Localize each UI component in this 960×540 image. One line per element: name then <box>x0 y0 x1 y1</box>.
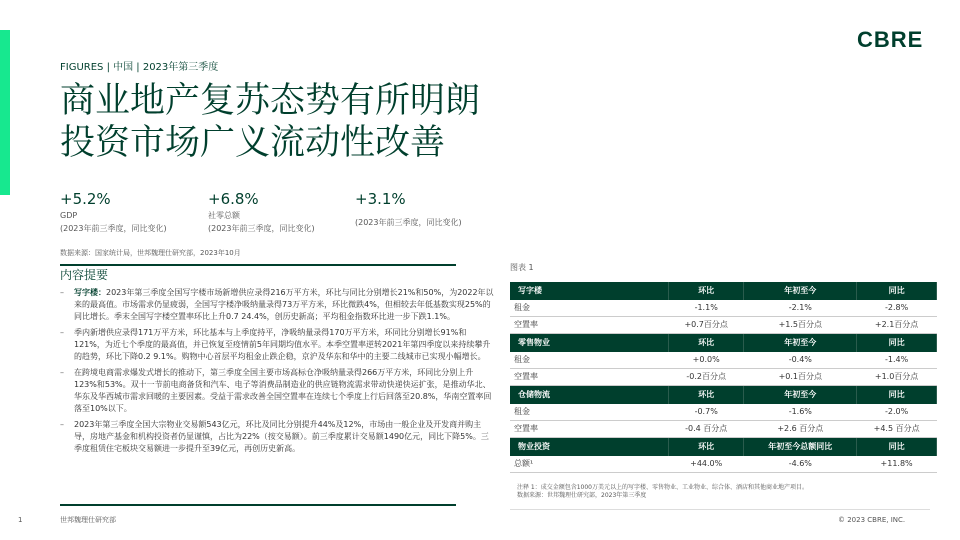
table-cell: -1.6% <box>744 404 857 421</box>
column-header: 环比 <box>669 282 744 300</box>
stat-label: 社零总额 <box>208 211 240 220</box>
column-header: 年初至今 <box>744 282 857 300</box>
note: 数据来源：世邦魏理仕研究部，2023年第三季度 <box>517 492 647 499</box>
footer-org: 世邦魏理仕研究部 <box>60 516 116 524</box>
divider <box>510 509 930 510</box>
table-cell: -2.0% <box>857 404 937 421</box>
column-header: 环比 <box>669 386 744 405</box>
column-header: 零售物业 <box>510 334 669 353</box>
column-header: 年初至今 <box>744 386 857 405</box>
summary-title: 内容提要 <box>60 268 109 282</box>
table-cell: -0.4% <box>744 352 857 369</box>
table-cell: -2.8% <box>857 300 937 317</box>
list-item: – 季内新增供应录得171万平方米，环比基本与上季度持平，净吸纳量录得170万平方米，环同比分别增长91%和121%，为近七个季度的最高值，并已恢复至疫情前5年同期均值水平。本季空置率逆转2021年第四季度以来持续攀升的趋势，环比下降0.2 9.1%。购物中心首层平均租金止跌企稳，京沪及华东和华中的主要二线城市已实现小幅增长。 <box>60 327 495 363</box>
table-row <box>510 352 937 369</box>
table-cell: +2.6 百分点 <box>744 421 857 438</box>
column-header: 年初至今 <box>744 334 857 353</box>
table-cell: -0.7% <box>669 404 744 421</box>
table-cell: +1.0百分点 <box>857 369 937 386</box>
column-header: 仓储物流 <box>510 386 669 405</box>
bullet-text: 2023年第三季度全国写字楼市场新增供应录得216万平方米，环比与同比分别增长21%和50%，为2022年以来的最高值。市场需求仍显疲弱，全国写字楼净吸纳量录得73万平方米，环比微跌4%，但相较去年低基数实现25%的同比增长。季末全国写字楼空置率环比上升0.7 24.4%，创历史新高；平均租金指数环比进一步下跌1.1%。 <box>74 288 494 321</box>
stat-value: +3.1% <box>355 190 406 208</box>
table-cell: -1.1% <box>669 300 744 317</box>
table-cell: 空置率 <box>510 421 669 438</box>
stat-sub: (2023年前三季度，同比变化) <box>355 218 462 227</box>
page-title <box>60 80 480 164</box>
stat-third <box>355 190 500 228</box>
column-header: 同比 <box>857 386 937 405</box>
stat-label: GDP <box>60 211 78 220</box>
column-header: 同比 <box>857 282 937 300</box>
list-item: – 写字楼：2023年第三季度全国写字楼市场新增供应录得216万平方米，环比与同比分别增长21%和50%，为2022年以来的最高值。市场需求仍显疲弱，全国写字楼净吸纳量录得73万平方米，环比微跌4%，但相较去年低基数实现25%的同比增长。季末全国写字楼空置率环比上升0.7 24.4%，创历史新高；平均租金指数环比进一步下跌1.1%。 <box>60 288 494 321</box>
table-cell: +44.0% <box>669 456 744 473</box>
bullet-text: 2023年第三季度全国大宗物业交易额543亿元，环比及同比分别提升44%及12%，市场由一般企业及开发商并购主导，房地产基金和机构投资者仍显谨慎，占比为22%（按交易额）。前三季度累计交易额1490亿元，同比下降5%。三季度租赁住宅板块交易额进一步提升至39亿元，再创历史新高。 <box>74 420 489 453</box>
cbre-logo: CBRE <box>857 27 924 52</box>
table-cell: +4.5 百分点 <box>857 421 937 438</box>
column-header: 环比 <box>669 438 744 457</box>
accent-bar <box>0 30 10 195</box>
table-cell: -1.4% <box>857 352 937 369</box>
kicker: FIGURES | 中国 | 2023年第三季度 <box>60 62 219 73</box>
table-cell: +0.7百分点 <box>669 317 744 334</box>
table-row <box>510 369 937 386</box>
table-cell: 总额¹ <box>510 456 669 473</box>
column-header: 写字楼 <box>510 282 669 300</box>
table-cell: +0.1百分点 <box>744 369 857 386</box>
table-cell: -2.1% <box>744 300 857 317</box>
table-cell: 租金 <box>510 300 669 317</box>
table-cell: +11.8% <box>857 456 937 473</box>
column-header: 年初至今总额同比 <box>744 438 857 457</box>
table-section-header <box>510 334 937 353</box>
divider <box>60 504 456 506</box>
table-notes <box>517 484 808 500</box>
table-cell: -0.4 百分点 <box>669 421 744 438</box>
table-section-header <box>510 386 937 405</box>
title-line: 投资市场广义流动性改善 <box>60 123 446 163</box>
bullet-lead: 写字楼： <box>74 288 106 297</box>
market-table <box>510 282 937 473</box>
table-row <box>510 456 937 473</box>
table-section-header <box>510 438 937 457</box>
table-cell: +1.5百分点 <box>744 317 857 334</box>
column-header: 同比 <box>857 438 937 457</box>
stat-value: +5.2% <box>60 190 111 208</box>
stat-retail-sales <box>208 190 353 234</box>
title-line: 商业地产复苏态势有所明朗 <box>60 81 481 121</box>
summary-list <box>60 287 495 459</box>
table-cell: -4.6% <box>744 456 857 473</box>
list-item: – 在跨境电商需求爆发式增长的推动下，第三季度全国主要市场高标仓净吸纳量录得266万平方米，环同比分别上升123%和53%。双十一节前电商备货和汽车、电子等消费品制造业的供应链物流需求带动快递快运扩张，是推动华北、华东及华西城市需求回暖的主要因素。受益于需求改善全国空置率在连续七个季度上行后回落至20.8%，华南空置率回落至10%以下。 <box>60 367 495 415</box>
divider <box>60 264 456 266</box>
stat-value: +6.8% <box>208 190 259 208</box>
data-source: 数据来源：国家统计局，世邦魏理仕研究部，2023年10月 <box>60 249 241 257</box>
list-item: – 2023年第三季度全国大宗物业交易额543亿元，环比及同比分别提升44%及12%，市场由一般企业及开发商并购主导，房地产基金和机构投资者仍显谨慎，占比为22%（按交易额）。前三季度累计交易额1490亿元，同比下降5%。三季度租赁住宅板块交易额进一步提升至39亿元，再创历史新高。 <box>60 419 495 455</box>
column-header: 环比 <box>669 334 744 353</box>
page-number: 1 <box>18 516 23 524</box>
stat-sub: (2023年前三季度，同比变化) <box>60 224 167 233</box>
table-row <box>510 404 937 421</box>
note: 注释 1：成交金额包含1000万美元以上的写字楼、零售物业、工业物业、综合体、酒店和其他商业地产项目。 <box>517 484 808 491</box>
table-cell: 空置率 <box>510 369 669 386</box>
bullet-text: 季内新增供应录得171万平方米，环比基本与上季度持平，净吸纳量录得170万平方米，环同比分别增长91%和121%，为近七个季度的最高值，并已恢复至疫情前5年同期均值水平。本季空置率逆转2021年第四季度以来持续攀升的趋势，环比下降0.2 9.1%。购物中心首层平均租金止跌企稳，京沪及华东和华中的主要二线城市已实现小幅增长。 <box>74 328 491 361</box>
bullet-text: 在跨境电商需求爆发式增长的推动下，第三季度全国主要市场高标仓净吸纳量录得266万平方米，环同比分别上升123%和53%。双十一节前电商备货和汽车、电子等消费品制造业的供应链物流需求带动快递快运扩张，是推动华北、华东及华西城市需求回暖的主要因素。受益于需求改善全国空置率在连续七个季度上行后回落至20.8%，华南空置率回落至10%以下。 <box>74 368 492 413</box>
table-cell: 空置率 <box>510 317 669 334</box>
table-cell: 租金 <box>510 352 669 369</box>
stat-sub: (2023年前三季度，同比变化) <box>208 224 315 233</box>
copyright: © 2023 CBRE, INC. <box>838 516 906 524</box>
table-section-header <box>510 282 937 300</box>
table-row <box>510 300 937 317</box>
table-row <box>510 421 937 438</box>
table-cell: 租金 <box>510 404 669 421</box>
column-header: 同比 <box>857 334 937 353</box>
column-header: 物业投资 <box>510 438 669 457</box>
figure-label: 图表 1 <box>510 263 534 272</box>
stat-gdp <box>60 190 205 234</box>
table-cell: +2.1百分点 <box>857 317 937 334</box>
table-cell: +0.0% <box>669 352 744 369</box>
table-cell: -0.2百分点 <box>669 369 744 386</box>
table-row <box>510 317 937 334</box>
